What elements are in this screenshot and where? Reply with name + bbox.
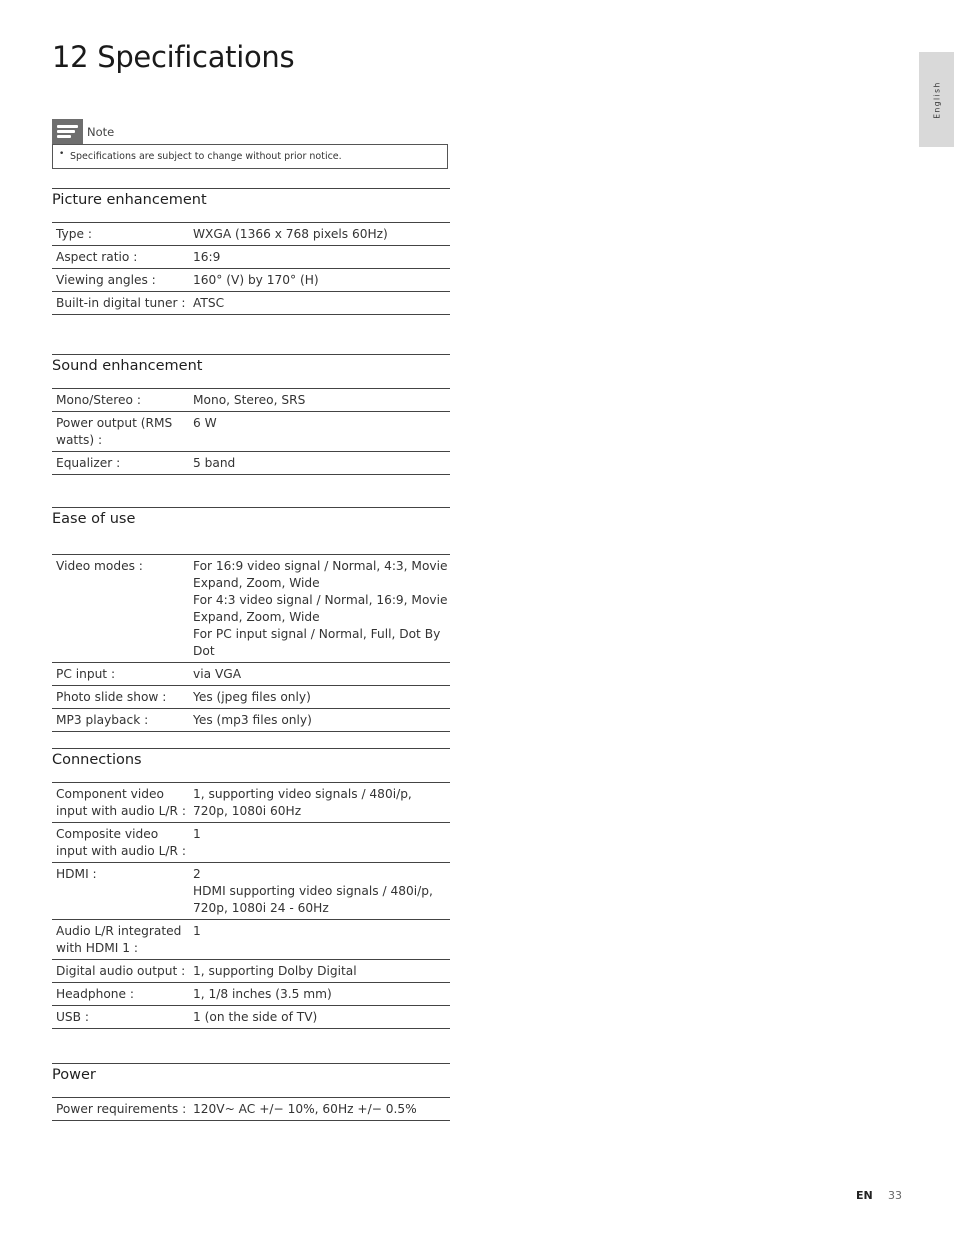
spec-value-line: Yes (mp3 files only) — [193, 713, 312, 727]
note-icon — [52, 119, 83, 145]
note-box — [52, 144, 448, 169]
spec-key: Aspect ratio : — [52, 246, 190, 269]
spec-row — [52, 1006, 450, 1029]
spec-row — [52, 412, 450, 452]
note-bullet: • — [59, 149, 65, 159]
spec-value-line: 1, 1/8 inches (3.5 mm) — [193, 987, 332, 1001]
spec-row — [52, 709, 450, 732]
spec-row — [52, 783, 450, 823]
spec-value-line: 120V~ AC +/− 10%, 60Hz +/− 0.5% — [193, 1102, 417, 1116]
spec-row — [52, 269, 450, 292]
spec-value-line: 1, supporting video signals / 480i/p, 720p, 1080i 60Hz — [193, 787, 412, 818]
spec-value — [190, 823, 450, 863]
spec-value — [190, 686, 450, 709]
spec-key: Digital audio output : — [52, 960, 190, 983]
footer-language-code: EN — [856, 1189, 873, 1202]
spec-row — [52, 555, 450, 663]
spec-value — [190, 555, 450, 663]
page-title: 12 Specifications — [52, 40, 295, 74]
spec-value-line: 1 — [193, 827, 201, 841]
spec-row — [52, 920, 450, 960]
spec-table — [52, 782, 450, 1029]
spec-value — [190, 920, 450, 960]
spec-table — [52, 388, 450, 475]
spec-key: Power output (RMS watts) : — [52, 412, 190, 452]
spec-key: Composite video input with audio L/R : — [52, 823, 190, 863]
spec-table — [52, 222, 450, 315]
spec-value-line: For PC input signal / Normal, Full, Dot By Dot — [193, 627, 441, 658]
spec-key: HDMI : — [52, 863, 190, 920]
spec-value — [190, 783, 450, 823]
spec-key: PC input : — [52, 663, 190, 686]
spec-row — [52, 823, 450, 863]
spec-table — [52, 554, 450, 732]
spec-value — [190, 709, 450, 732]
section-heading: Sound enhancement — [52, 358, 203, 374]
spec-value-line: 2 — [193, 867, 201, 881]
section-picture-enhancement — [52, 188, 450, 315]
spec-value-line: WXGA (1366 x 768 pixels 60Hz) — [193, 227, 388, 241]
language-tab — [919, 52, 954, 147]
spec-value-line: 16:9 — [193, 250, 221, 264]
spec-value — [190, 223, 450, 246]
spec-row — [52, 246, 450, 269]
spec-value-line: 1, supporting Dolby Digital — [193, 964, 357, 978]
spec-value-line: 5 band — [193, 456, 236, 470]
spec-value — [190, 960, 450, 983]
spec-value — [190, 663, 450, 686]
spec-value-line: For 4:3 video signal / Normal, 16:9, Movie Expand, Zoom, Wide — [193, 593, 448, 624]
spec-table — [52, 1097, 450, 1121]
spec-value-line: via VGA — [193, 667, 242, 681]
section-heading: Picture enhancement — [52, 192, 207, 208]
section-sound-enhancement — [52, 354, 450, 475]
spec-row — [52, 960, 450, 983]
spec-row — [52, 452, 450, 475]
spec-value-line: 6 W — [193, 416, 217, 430]
spec-value-line: 160° (V) by 170° (H) — [193, 273, 319, 287]
spec-row — [52, 863, 450, 920]
spec-row — [52, 389, 450, 412]
note-text: Specifications are subject to change without prior notice. — [70, 151, 342, 162]
spec-key: Video modes : — [52, 555, 190, 663]
section-heading: Ease of use — [52, 511, 136, 527]
spec-value-line: 1 (on the side of TV) — [193, 1010, 318, 1024]
spec-value-line: HDMI supporting video signals / 480i/p, 720p, 1080i 24 - 60Hz — [193, 884, 433, 915]
section-heading: Connections — [52, 752, 142, 768]
note-label: Note — [87, 125, 115, 139]
spec-key: Audio L/R integrated with HDMI 1 : — [52, 920, 190, 960]
spec-row — [52, 1098, 450, 1121]
spec-row — [52, 292, 450, 315]
note-header — [52, 119, 450, 145]
spec-key: USB : — [52, 1006, 190, 1029]
spec-value — [190, 1006, 450, 1029]
spec-key: MP3 playback : — [52, 709, 190, 732]
spec-key: Mono/Stereo : — [52, 389, 190, 412]
spec-value — [190, 389, 450, 412]
spec-key: Equalizer : — [52, 452, 190, 475]
spec-value — [190, 269, 450, 292]
spec-row — [52, 663, 450, 686]
spec-row — [52, 686, 450, 709]
spec-value — [190, 1098, 450, 1121]
spec-value — [190, 452, 450, 475]
footer-page-number: 33 — [888, 1189, 902, 1202]
section-ease-of-use — [52, 507, 450, 732]
spec-value — [190, 292, 450, 315]
spec-row — [52, 223, 450, 246]
spec-value — [190, 863, 450, 920]
spec-key: Component video input with audio L/R : — [52, 783, 190, 823]
spec-value — [190, 983, 450, 1006]
spec-row — [52, 983, 450, 1006]
spec-key: Built-in digital tuner : — [52, 292, 190, 315]
spec-key: Photo slide show : — [52, 686, 190, 709]
spec-value-line: Mono, Stereo, SRS — [193, 393, 306, 407]
spec-key: Headphone : — [52, 983, 190, 1006]
section-connections — [52, 748, 450, 1029]
spec-value-line: Yes (jpeg files only) — [193, 690, 311, 704]
section-heading: Power — [52, 1067, 96, 1083]
spec-value-line: 1 — [193, 924, 201, 938]
spec-key: Viewing angles : — [52, 269, 190, 292]
spec-key: Power requirements : — [52, 1098, 190, 1121]
spec-value-line: For 16:9 video signal / Normal, 4:3, Movie Expand, Zoom, Wide — [193, 559, 448, 590]
spec-value — [190, 412, 450, 452]
spec-value-line: ATSC — [193, 296, 225, 310]
spec-value — [190, 246, 450, 269]
spec-key: Type : — [52, 223, 190, 246]
language-tab-label: English — [932, 80, 941, 119]
section-power — [52, 1063, 450, 1121]
